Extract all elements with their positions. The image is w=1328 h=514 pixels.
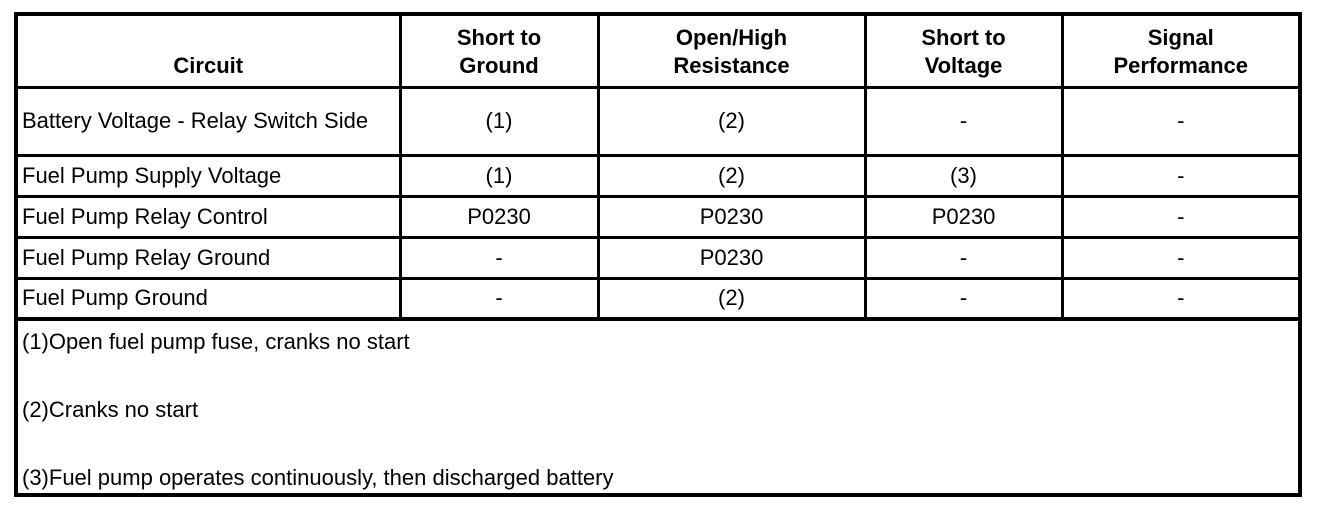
cell-signal-performance: - bbox=[1062, 155, 1298, 196]
cell-short-to-ground: P0230 bbox=[400, 196, 598, 237]
header-short-to-ground-line-2: Ground bbox=[459, 52, 539, 78]
cell-open-high-resistance: (2) bbox=[598, 87, 865, 155]
table-header-row bbox=[18, 16, 1298, 87]
footnote-1: (1)Open fuel pump fuse, cranks no start bbox=[22, 329, 410, 354]
diagnostic-table-frame bbox=[14, 12, 1302, 497]
table-row bbox=[18, 87, 1298, 155]
cell-short-to-ground: - bbox=[400, 278, 598, 319]
cell-circuit: Fuel Pump Relay Ground bbox=[18, 237, 400, 278]
cell-open-high-resistance: P0230 bbox=[598, 196, 865, 237]
header-signal-line-1: Signal bbox=[1147, 24, 1214, 50]
cell-signal-performance: - bbox=[1062, 278, 1298, 319]
header-signal-performance bbox=[1062, 16, 1298, 87]
footnote-3: (3)Fuel pump operates continuously, then discharged battery bbox=[22, 465, 614, 490]
header-signal-line-2: Performance bbox=[1113, 52, 1248, 78]
table-row bbox=[18, 237, 1298, 278]
cell-short-to-voltage: (3) bbox=[865, 155, 1062, 196]
cell-short-to-ground: (1) bbox=[400, 87, 598, 155]
header-short-to-ground bbox=[400, 16, 598, 87]
cell-signal-performance: - bbox=[1062, 237, 1298, 278]
cell-signal-performance: - bbox=[1062, 87, 1298, 155]
header-open-high-resistance bbox=[598, 16, 865, 87]
header-open-line-2: Resistance bbox=[673, 52, 790, 78]
cell-circuit: Battery Voltage - Relay Switch Side bbox=[18, 87, 400, 155]
cell-open-high-resistance: P0230 bbox=[598, 237, 865, 278]
cell-open-high-resistance: (2) bbox=[598, 155, 865, 196]
table-row bbox=[18, 155, 1298, 196]
header-open-line-1: Open/High bbox=[675, 24, 788, 50]
cell-short-to-voltage: P0230 bbox=[865, 196, 1062, 237]
header-short-to-voltage-line-1: Short to bbox=[921, 24, 1006, 50]
cell-signal-performance: - bbox=[1062, 196, 1298, 237]
cell-short-to-voltage: - bbox=[865, 237, 1062, 278]
header-circuit: Circuit bbox=[18, 16, 400, 87]
table-row bbox=[18, 196, 1298, 237]
cell-short-to-ground: (1) bbox=[400, 155, 598, 196]
header-short-to-ground-line-1: Short to bbox=[456, 24, 542, 50]
header-short-to-voltage bbox=[865, 16, 1062, 87]
cell-short-to-voltage: - bbox=[865, 87, 1062, 155]
cell-circuit: Fuel Pump Supply Voltage bbox=[18, 155, 400, 196]
cell-circuit: Fuel Pump Ground bbox=[18, 278, 400, 319]
footnote-2: (2)Cranks no start bbox=[22, 397, 199, 422]
cell-circuit: Fuel Pump Relay Control bbox=[18, 196, 400, 237]
cell-short-to-voltage: - bbox=[865, 278, 1062, 319]
header-short-to-voltage-line-2: Voltage bbox=[924, 52, 1003, 78]
cell-open-high-resistance: (2) bbox=[598, 278, 865, 319]
cell-short-to-ground: - bbox=[400, 237, 598, 278]
table-row bbox=[18, 278, 1298, 319]
circuit-diagnosis-table bbox=[18, 16, 1298, 321]
